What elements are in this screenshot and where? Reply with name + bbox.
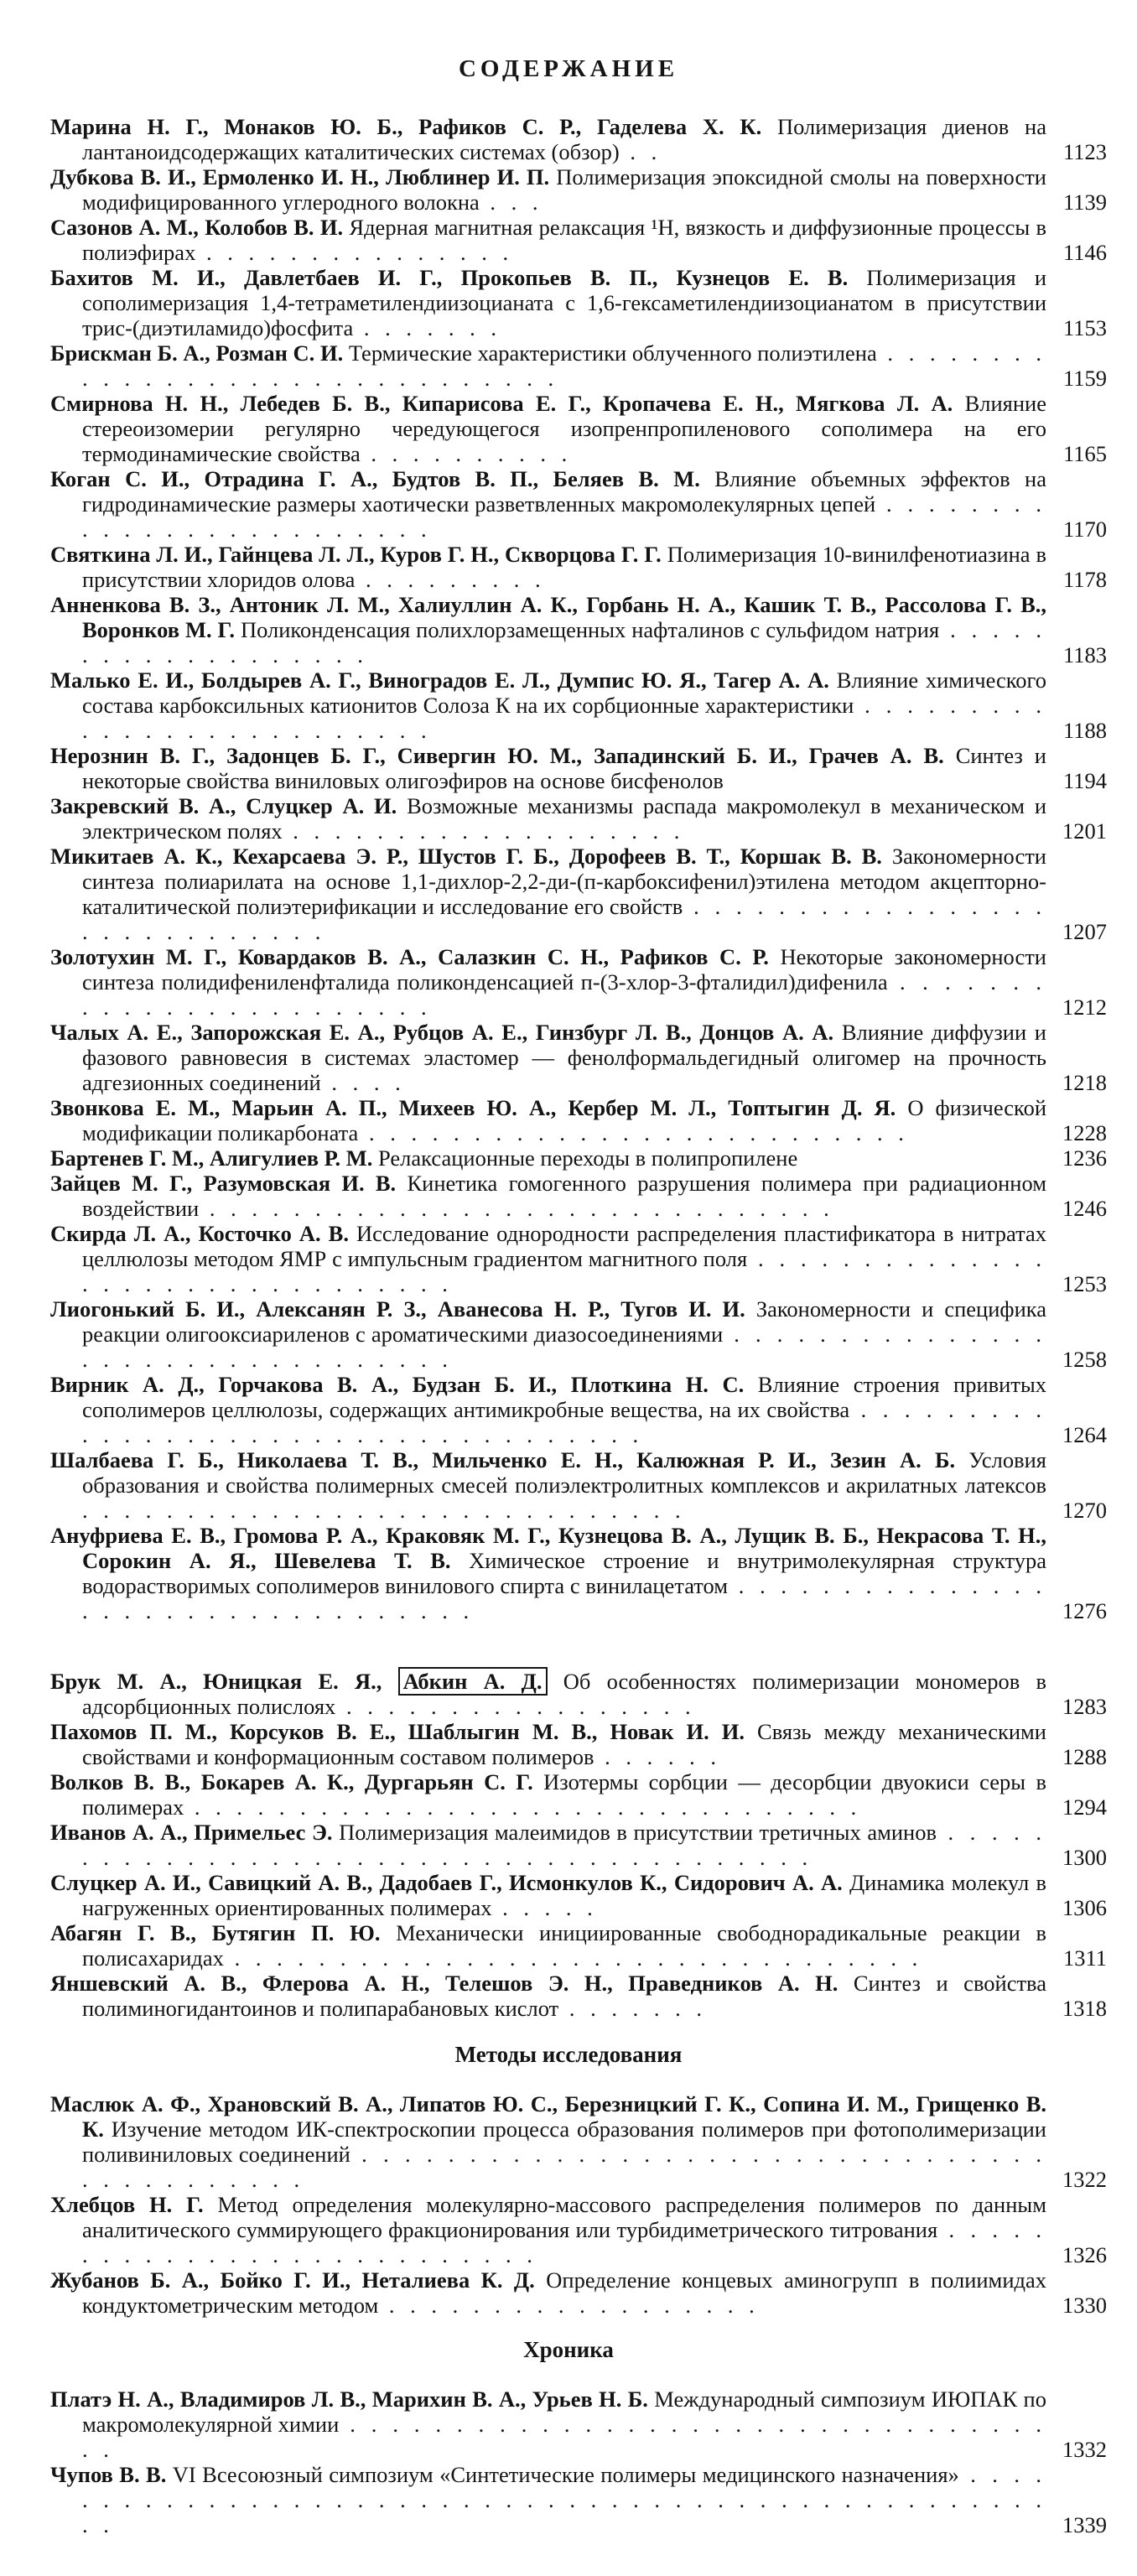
entry-leader-dots: . . . . . . . . . . . . . . . . . . . . . . . . [82, 969, 1047, 1020]
toc-group-chronicle [50, 2386, 1107, 2537]
entry-page-number: 1153 [1062, 315, 1107, 340]
entry-page-number: 1178 [1062, 567, 1107, 592]
entry-page-number: 1264 [1062, 1422, 1107, 1447]
entry-authors: Слуцкер А. И., Савицкий А. В., Дадобаев Г., Исмонкулов К., Сидорович А. А. [50, 1870, 843, 1895]
entry-title: Возможные механизмы распада макромолекул в механическом и электрическом полях [82, 793, 1047, 844]
entry-authors: Бахитов М. И., Давлетбаев И. Г., Прокопьев В. П., Кузнецов Е. В. [50, 265, 849, 290]
entry-title: Изотермы сорбции — десорбции двуокиси серы в полимерах [82, 1769, 1046, 1820]
entry-text [50, 844, 1046, 944]
entry-text [50, 1971, 1046, 2021]
entry-authors: Вирник А. Д., Горчакова В. А., Будзан Б. И., Плоткина Н. С. [50, 1372, 745, 1397]
toc-entry [50, 1095, 1107, 1145]
entry-title: Международный симпозиум ИЮПАК по макромолекулярной химии [82, 2386, 1046, 2437]
entry-page-number: 1146 [1062, 240, 1107, 265]
toc-entry [50, 2267, 1107, 2318]
entry-authors: Коган С. И., Отрадина Г. А., Будтов В. П., Беляев В. М. [50, 466, 700, 491]
entry-text [50, 1523, 1046, 1623]
toc-entry [50, 844, 1107, 944]
entry-leader-dots: . . . . . . . . . . . . . . . . . . . . . . . . . . . . . . [199, 1196, 834, 1221]
entry-leader-dots: . . . . . [491, 1895, 598, 1920]
toc-entry [50, 265, 1107, 340]
toc-entry [50, 542, 1107, 592]
entry-page-number: 1311 [1062, 1945, 1107, 1971]
entry-authors: Чалых А. Е., Запорожская Е. А., Рубцов А. Е., Гинзбург Л. В., Донцов А. А. [50, 1020, 834, 1045]
entry-title: Условия образования и свойства полимерных смесей полиэлектролитных комплексов и акрилатных латексов [82, 1447, 1046, 1498]
entry-text [50, 667, 1046, 743]
toc-entry [50, 164, 1107, 215]
entry-text [50, 542, 1046, 592]
entry-authors: Маслюк А. Ф., Храновский В. А., Липатов Ю. С., Березницкий Г. К., Сопина И. М., Грищенко В. К. [50, 2091, 1046, 2142]
entry-leader-dots: . . . . . . . . . . . . . . . . . . . . . . . . . . . . . . . . . [82, 1322, 1047, 1372]
entry-leader-dots: . . . . . . . . . . . . . . . . . . . . . . . . . . . . . . . . [82, 1246, 1047, 1296]
toc-entry [50, 1020, 1107, 1095]
entry-leader-dots: . . . . . . . . . . . . . . . . . . . . . . . . . . . . . . . . . . [82, 1573, 1047, 1623]
entry-title: Полимеризация эпоксидной смолы на поверхности модифицированного углеродного волокна [82, 164, 1046, 215]
entry-authors: Брук М. А., Юницкая Е. Я., [50, 1669, 398, 1694]
entry-page-number: 1270 [1062, 1498, 1107, 1523]
toc-entry [50, 340, 1107, 391]
toc-entry [50, 1971, 1107, 2021]
entry-title: Некоторые закономерности синтеза полидифениленфталида поликонденсацией п-(3-хлор-3-фталидил)дифенила [82, 944, 1046, 995]
toc-entry [50, 1769, 1107, 1820]
entry-leader-dots: . . . . . . . . . . . . . . . . . . . [282, 818, 685, 844]
toc-entry [50, 944, 1107, 1020]
entry-authors: Анненкова В. З., Антоник Л. М., Халиуллин А. К., Горбань Н. А., Кашик Т. В., Рассолова Г. В., Воронков М. Г. [50, 592, 1046, 642]
entry-page-number: 1170 [1062, 517, 1107, 542]
entry-page-number: 1207 [1062, 919, 1107, 944]
entry-page-number: 1330 [1062, 2293, 1107, 2318]
entry-title: Исследование однородности распределения пластификатора в нитратах целлюлозы методом ЯМР с импульсным градиентом магнитного поля [82, 1221, 1046, 1271]
entry-leader-dots: . . . . . . . . . . . . . . . [195, 240, 514, 265]
entry-text [50, 391, 1046, 466]
entry-authors: Иванов А. А., Примельес Э. [50, 1820, 333, 1845]
entry-page-number: 1218 [1062, 1070, 1107, 1095]
entry-authors: Ануфриева Е. В., Громова Р. А., Краковяк М. Г., Кузнецова В. А., Лущик В. Б., Некрасова Т. Н., Сорокин А. Я., Шевелева Т. В. [50, 1523, 1046, 1573]
entry-title: Влияние химического состава карбоксильных катионитов Солоза К на их сорбционные характеристики [82, 667, 1047, 718]
entry-leader-dots: . . . . . . . [353, 315, 501, 340]
entry-text [50, 2192, 1046, 2267]
entry-leader-dots: . . . . . . . . . . . . . . . . . . . . . . . . . [82, 491, 1047, 542]
entry-leader-dots: . . . . . . . . . . . . . . . . . . . . . . . . . . [82, 693, 1047, 743]
toc-entry [50, 1372, 1107, 1447]
entry-page-number: 1332 [1062, 2437, 1107, 2462]
entry-title: Влияние объемных эффектов на гидродинамические размеры хаотически разветвленных макромолекулярных цепей [82, 466, 1046, 517]
entry-leader-dots: . . . . . . . . . . . . . . . . . . . . . . . . . . . . . [82, 894, 1046, 944]
entry-page-number: 1322 [1062, 2167, 1107, 2192]
entry-page-number: 1253 [1062, 1271, 1107, 1296]
toc-entry [50, 1447, 1107, 1523]
entry-text [50, 340, 1046, 391]
entry-authors: Платэ Н. А., Владимиров Л. В., Марихин В. А., Урьев Н. Б. [50, 2386, 648, 2412]
entry-authors: Жубанов Б. А., Бойко Г. И., Неталиева К. Д. [50, 2267, 535, 2293]
entry-text [50, 2386, 1046, 2462]
entry-text [50, 1221, 1046, 1296]
entry-authors: Волков В. В., Бокарев А. К., Дургарьян С. Г. [50, 1769, 533, 1794]
entry-leader-dots: . . . . . . . . . . . . . . . . . . . . . . . . . . . . . . . . . . . . . . . . . . . . . . . . . . . . [82, 2462, 1047, 2537]
toc-entry [50, 743, 1107, 793]
entry-text [50, 1719, 1046, 1769]
toc-entry [50, 391, 1107, 466]
entry-title: Изучение методом ИК-спектроскопии процесса образования полимеров при фотополимеризации поливиниловых соединений [82, 2116, 1046, 2167]
entry-leader-dots: . . . . . . . [558, 1996, 707, 2021]
entry-authors: Пахомов П. М., Корсуков В. Е., Шаблыгин М. В., Новак И. И. [50, 1719, 745, 1744]
entry-text [50, 164, 1046, 215]
entry-page-number: 1246 [1062, 1196, 1107, 1221]
toc-group-main [50, 114, 1107, 1623]
toc-entry [50, 1171, 1107, 1221]
entry-authors: Брискман Б. А., Розман С. И. [50, 340, 344, 366]
entry-authors: Абагян Г. В., Бутягин П. Ю. [50, 1920, 381, 1945]
entry-text [50, 1870, 1046, 1920]
toc-entry [50, 114, 1107, 164]
entry-text [50, 2091, 1046, 2192]
entry-leader-dots: . . . . . . . . . . . . . . . . . . . . . . . . . . . . . . . . [184, 1794, 862, 1820]
entry-leader-dots: . . . . . . . . . . . . . . . . . [335, 1694, 696, 1719]
entry-text [50, 793, 1046, 844]
entry-title: Динамика молекул в нагруженных ориентированных полимерах [82, 1870, 1046, 1920]
entry-authors: Смирнова Н. Н., Лебедев Б. В., Кипарисова Е. Г., Кропачева Е. Н., Мягкова Л. А. [50, 391, 953, 416]
entry-text [50, 743, 1046, 793]
entry-leader-dots: . . . . . . . . . . . . . . . . . . [378, 2293, 760, 2318]
toc-entry [50, 667, 1107, 743]
entry-text [50, 1769, 1046, 1820]
entry-title: Синтез и свойства полиминогидантоинов и полипарабановых кислот [82, 1971, 1046, 2021]
entry-title: О физической модификации поликарбоната [82, 1095, 1047, 1145]
entry-authors: Чупов В. В. [50, 2462, 167, 2487]
entry-authors: Хлебцов Н. Г. [50, 2192, 204, 2217]
entry-title: Полимеризация малеимидов в присутствии третичных аминов [332, 1820, 937, 1845]
toc-entry [50, 1669, 1107, 1719]
entry-text [50, 466, 1046, 542]
entry-page-number: 1165 [1062, 441, 1107, 466]
toc-entry [50, 215, 1107, 265]
entry-leader-dots: . . . . [320, 1070, 406, 1095]
entry-title: Определение концевых аминогрупп в полиимидах кондуктометрическим методом [82, 2267, 1046, 2318]
entry-title: Влияние строения привитых сополимеров целлюлозы, содержащих антимикробные вещества, на их свойства [82, 1372, 1046, 1422]
entry-page-number: 1283 [1062, 1694, 1107, 1719]
entry-authors: Марина Н. Г., Монаков Ю. Б., Рафиков С. Р., Гаделева Х. К. [50, 114, 762, 139]
entry-authors: Нерознин В. Г., Задонцев Б. Г., Сивергин Ю. М., Западинский Б. И., Грачев А. В. [50, 743, 944, 768]
toc-entry [50, 1870, 1107, 1920]
entry-title: Кинетика гомогенного разрушения полимера при радиационном воздействии [82, 1171, 1046, 1221]
entry-text [50, 114, 1046, 164]
toc-entry [50, 592, 1107, 667]
entry-leader-dots: . . [619, 139, 662, 164]
entry-text [50, 1447, 1046, 1523]
entry-authors: Закревский В. А., Слуцкер А. И. [50, 793, 397, 818]
entry-authors: Золотухин М. Г., Ковардаков В. А., Салазкин С. Н., Рафиков С. Р. [50, 944, 769, 969]
entry-authors: Малько Е. И., Болдырев А. Г., Виноградов Е. Л., Думпис Ю. Я., Тагер А. А. [50, 667, 829, 693]
entry-leader-dots: . . . . . . . . . . . . . . . . . . . . . . . . . . . . . . . . . . . . [82, 1397, 1046, 1447]
entry-page-number: 1300 [1062, 1845, 1107, 1870]
entry-title: Химическое строение и внутримолекулярная структура водорастворимых сополимеров винилового спирта с винилацетатом [82, 1548, 1047, 1598]
entry-title: Связь между механическими свойствами и конформационным составом полимеров [82, 1719, 1046, 1769]
entry-authors: Шалбаева Г. Б., Николаева Т. В., Мильченко Е. Н., Калюжная Р. И., Зезин А. Б. [50, 1447, 956, 1472]
entry-title: Поликонденсация полихлорзамещенных нафталинов с сульфидом натрия [235, 617, 940, 642]
toc-entry [50, 2192, 1107, 2267]
entry-title: Релаксационные переходы в полипропилене [372, 1145, 798, 1171]
entry-authors: Скирда Л. А., Косточко А. В. [50, 1221, 349, 1246]
entry-leader-dots: . . . . . . . . . . . . . . . . . . . . . . . . . . . . . . . . . . . . . . . . . . . [82, 2142, 1046, 2192]
entry-leader-dots: . . . . . . . . . . . . . . . . . . . . . . . . . . . . . . . [82, 340, 1047, 391]
toc-entry [50, 2091, 1107, 2192]
entry-leader-dots: . . . [479, 190, 543, 215]
toc-entry [50, 466, 1107, 542]
entry-authors: Бартенев Г. М., Алигулиев Р. М. [50, 1145, 373, 1171]
toc-entry [50, 2462, 1107, 2537]
toc-entry [50, 1820, 1107, 1870]
entry-author-boxed: Абкин А. Д. [398, 1667, 548, 1696]
entry-title: Полимеризация диенов на лантаноидсодержащих каталитических системах (обзор) [82, 114, 1046, 164]
entry-page-number: 1326 [1062, 2242, 1107, 2267]
entry-authors: Звонкова Е. М., Марьин А. П., Михеев Ю. А., Кербер М. Л., Топтыгин Д. Я. [50, 1095, 896, 1120]
entry-title: VI Всесоюзный симпозиум «Синтетические полимеры медицинского назначения» [166, 2462, 959, 2487]
entry-page-number: 1288 [1062, 1744, 1107, 1769]
entry-title: Механически инициированные свободнорадикальные реакции в полисахаридах [82, 1920, 1046, 1971]
entry-page-number: 1212 [1062, 995, 1107, 1020]
entry-text [50, 1171, 1046, 1221]
toc-entry [50, 793, 1107, 844]
entry-page-number: 1294 [1062, 1794, 1107, 1820]
entry-title: Полимеризация и сополимеризация 1,4-тетраметилендиизоцианата с 1,6-гексаметилендиизоцианатом в присутствии трис-(диэтиламидо)фосфита [82, 265, 1047, 340]
toc-group-methods [50, 2091, 1107, 2318]
entry-page-number: 1306 [1062, 1895, 1107, 1920]
entry-text [50, 1669, 1046, 1719]
entry-authors: Сазонов А. М., Колобов В. И. [50, 215, 344, 240]
entry-text [50, 592, 1046, 667]
entry-title: Метод определения молекулярно-массового распределения полимеров по данным аналитического суммирующего фракционирования или турбидиметрического титрования [82, 2192, 1046, 2242]
entry-title: Об особенностях полимеризации мономеров в адсорбционных полислоях [82, 1669, 1047, 1719]
entry-title: Ядерная магнитная релаксация ¹H, вязкость и диффузионные процессы в полиэфирах [82, 215, 1046, 265]
section-heading-chronicle: Хроника [523, 2337, 614, 2362]
entry-leader-dots: . . . . . . . . . . . . . . . . . . . . . . . . . . . . . . . . . . . . . . . . [82, 1820, 1046, 1870]
toc-entry [50, 1920, 1107, 1971]
entry-text [50, 1145, 1046, 1171]
entry-page-number: 1339 [1062, 2512, 1107, 2537]
entry-page-number: 1228 [1062, 1120, 1107, 1145]
entry-title: Синтез и некоторые свойства виниловых олигоэфиров на основе бисфенолов [82, 743, 1046, 793]
entry-title: Влияние диффузии и фазового равновесия в системах эластомер — фенолформальдегидный олигомер на прочность адгезионных соединений [82, 1020, 1046, 1095]
toc-group-short-communications [50, 1669, 1107, 2021]
toc-entry [50, 1145, 1107, 1171]
entry-leader-dots: . . . . . . . . . . . . . . . . . . . . . . . . . . . . . [82, 1498, 686, 1523]
entry-authors: Зайцев М. Г., Разумовская И. В. [50, 1171, 397, 1196]
entry-title: Термические характеристики облученного полиэтилена [343, 340, 877, 366]
entry-page-number: 1236 [1062, 1145, 1107, 1171]
entry-leader-dots: . . . . . . . . . . . . . . . . . . . . . . . . . . . [82, 2217, 1047, 2267]
entry-text [50, 265, 1046, 340]
toc-entry [50, 1221, 1107, 1296]
entry-page-number: 1276 [1062, 1598, 1107, 1623]
entry-leader-dots: . . . . . . [594, 1744, 722, 1769]
entry-page-number: 1318 [1062, 1996, 1107, 2021]
entry-text [50, 1920, 1046, 1971]
entry-title: Влияние стереоизомерии регулярно чередующегося изопренпропиленового сополимера на его термодинамические свойства [82, 391, 1046, 466]
entry-authors: Святкина Л. И., Гайнцева Л. Л., Куров Г. Н., Скворцова Г. Г. [50, 542, 662, 567]
entry-page-number: 1183 [1062, 642, 1107, 667]
toc-entry [50, 1523, 1107, 1623]
entry-text [50, 215, 1046, 265]
toc-entry [50, 2386, 1107, 2462]
page-title: СОДЕРЖАНИЕ [458, 55, 679, 82]
entry-authors: Яншевский А. В., Флерова А. Н., Телешов Э. Н., Праведников А. Н. [50, 1971, 838, 1996]
entry-page-number: 1159 [1062, 366, 1107, 391]
entry-title: Полимеризация 10-винилфенотиазина в присутствии хлоридов олова [82, 542, 1046, 592]
entry-text [50, 944, 1046, 1020]
entry-page-number: 1201 [1062, 818, 1107, 844]
entry-text [50, 1020, 1046, 1095]
toc-entry [50, 1719, 1107, 1769]
entry-text [50, 2267, 1046, 2318]
entry-title: Закономерности синтеза полиарилата на основе 1,1-дихлор-2,2-ди-(п-карбоксифенил)этилена методом акцепторно-каталитической полиэтерификации и исследование его свойств [82, 844, 1046, 919]
section-heading-methods: Методы исследования [454, 2042, 683, 2067]
entry-page-number: 1194 [1062, 768, 1107, 793]
entry-leader-dots: . . . . . . . . . . . . . . . . . . . [82, 617, 1046, 667]
entry-text [50, 2462, 1046, 2537]
entry-text [50, 1095, 1046, 1145]
entry-page-number: 1139 [1062, 190, 1107, 215]
entry-text [50, 1820, 1046, 1870]
toc-entry [50, 1296, 1107, 1372]
entry-title: Закономерности и специфика реакции олигооксиариленов с ароматическими диазосоединениями [82, 1296, 1046, 1347]
entry-authors: Дубкова В. И., Ермоленко И. Н., Люблинер И. П. [50, 164, 550, 190]
entry-page-number: 1123 [1062, 139, 1107, 164]
entry-leader-dots: . . . . . . . . . [355, 567, 546, 592]
entry-text [50, 1372, 1046, 1447]
entry-authors: Лиогонький Б. И., Алексанян Р. З., Аванесова Н. Р., Тугов И. И. [50, 1296, 745, 1322]
entry-leader-dots: . . . . . . . . . . [360, 441, 573, 466]
entry-text [50, 1296, 1046, 1372]
entry-page-number: 1188 [1062, 718, 1107, 743]
entry-authors: Микитаев А. К., Кехарсаева Э. Р., Шустов Г. Б., Дорофеев В. Т., Коршак В. В. [50, 844, 882, 869]
entry-leader-dots: . . . . . . . . . . . . . . . . . . . . . . . . . . . . . . . . . [223, 1945, 923, 1971]
entry-leader-dots: . . . . . . . . . . . . . . . . . . . . . . . . . . [358, 1120, 909, 1145]
entry-leader-dots: . . . . . . . . . . . . . . . . . . . . . . . . . . . . . . . . . . . [82, 2412, 1046, 2462]
entry-page-number: 1258 [1062, 1347, 1107, 1372]
